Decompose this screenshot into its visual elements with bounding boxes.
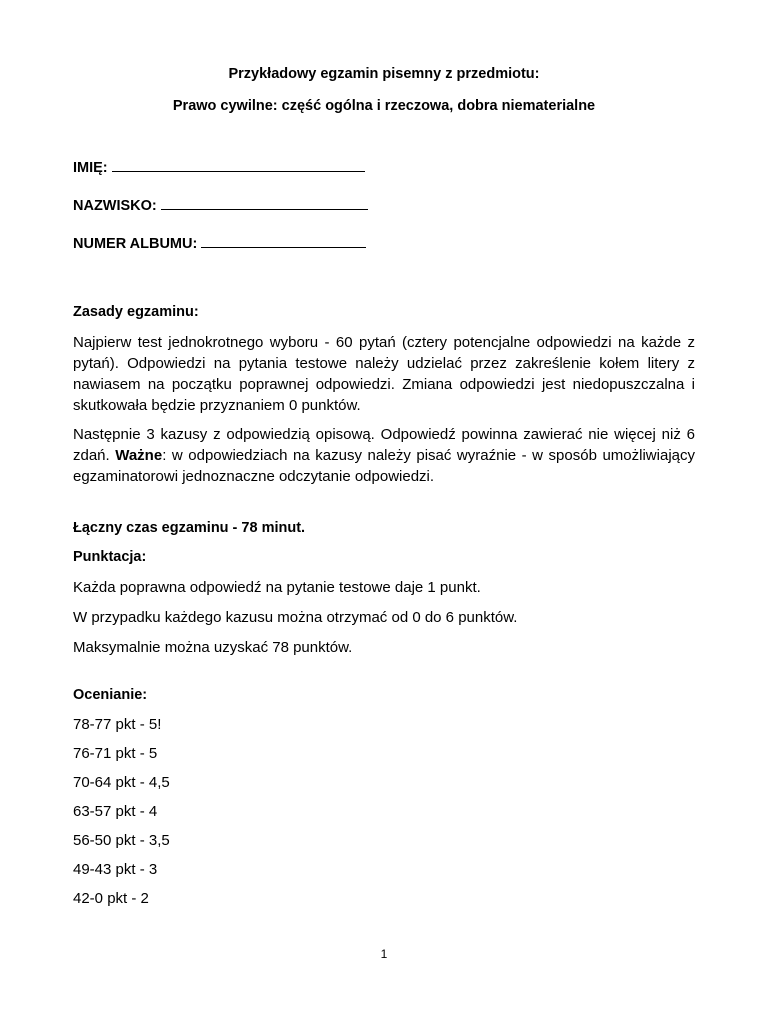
surname-blank-line: [161, 195, 368, 210]
surname-label: NAZWISKO:: [73, 198, 157, 214]
scoring-item: Każda poprawna odpowiedź na pytanie testowe daje 1 punkt.: [73, 579, 481, 596]
name-label: IMIĘ:: [73, 160, 108, 176]
grade-item: 42-0 pkt - 2: [73, 890, 149, 907]
grade-item: 49-43 pkt - 3: [73, 861, 158, 878]
grade-item: 78-77 pkt - 5!: [73, 716, 162, 733]
rules-paragraph-2-end: : w odpowiedziach na kazusy należy pisać wyraźnie - w sposób umożliwiający egzaminatorowi jednoznaczne odczytanie odpowiedzi.: [73, 447, 695, 485]
important-label: Ważne: [115, 447, 163, 464]
rules-paragraph-2-start: Następnie 3 kazusy z odpowiedzią opisową. Odpowiedź powinna zawierać nie więcej niż 6 zdań.: [73, 426, 695, 464]
scoring-item: Maksymalnie można uzyskać 78 punktów.: [73, 639, 353, 656]
rules-paragraph-2: [73, 424, 695, 487]
album-blank-line: [201, 233, 366, 248]
exam-title: Przykładowy egzamin pisemny z przedmiotu:: [228, 66, 540, 82]
album-label: NUMER ALBUMU:: [73, 236, 198, 252]
rules-heading: Zasady egzaminu:: [73, 304, 199, 320]
surname-field: [73, 195, 695, 217]
rules-paragraph-1: Najpierw test jednokrotnego wyboru - 60 pytań (cztery potencjalne odpowiedzi na każde z pytań). Odpowiedzi na pytania testowe należy udzielać przez zakreślenie kołem litery z nawiasem na początku poprawnej odpowiedzi. Zmiana odpowiedzi jest niedopuszczalna i skutkowała będzie przyznaniem 0 punktów.: [73, 334, 695, 414]
grade-item: 76-71 pkt - 5: [73, 745, 158, 762]
grade-item: 56-50 pkt - 3,5: [73, 832, 170, 849]
album-field: [73, 233, 695, 255]
grade-item: 70-64 pkt - 4,5: [73, 774, 170, 791]
page-number: 1: [380, 947, 388, 961]
exam-subject: Prawo cywilne: część ogólna i rzeczowa, dobra niematerialne: [172, 98, 596, 114]
scoring-heading: Punktacja:: [73, 549, 147, 565]
grading-heading: Ocenianie:: [73, 687, 148, 703]
exam-duration: Łączny czas egzaminu - 78 minut.: [73, 520, 306, 536]
scoring-item: W przypadku każdego kazusu można otrzymać od 0 do 6 punktów.: [73, 609, 518, 626]
grade-item: 63-57 pkt - 4: [73, 803, 158, 820]
document-page: [73, 64, 695, 909]
name-field: [73, 157, 695, 179]
name-blank-line: [112, 157, 365, 172]
